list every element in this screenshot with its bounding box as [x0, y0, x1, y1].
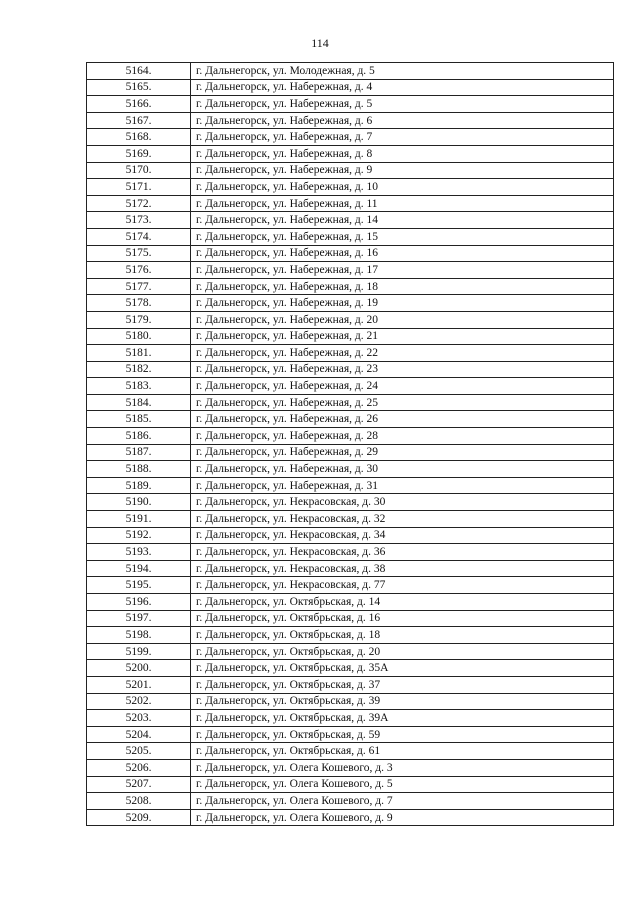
address-cell: г. Дальнегорск, ул. Октябрьская, д. 20 — [191, 643, 614, 660]
address-cell: г. Дальнегорск, ул. Октябрьская, д. 16 — [191, 610, 614, 627]
address-cell: г. Дальнегорск, ул. Октябрьская, д. 35А — [191, 660, 614, 677]
address-cell: г. Дальнегорск, ул. Набережная, д. 10 — [191, 179, 614, 196]
row-number-cell: 5165. — [87, 79, 191, 96]
address-cell: г. Дальнегорск, ул. Набережная, д. 25 — [191, 394, 614, 411]
table-row — [87, 693, 614, 710]
address-cell: г. Дальнегорск, ул. Набережная, д. 6 — [191, 112, 614, 129]
table-row — [87, 278, 614, 295]
table-row — [87, 494, 614, 511]
address-cell: г. Дальнегорск, ул. Октябрьская, д. 39А — [191, 710, 614, 727]
table-row — [87, 560, 614, 577]
table-row — [87, 79, 614, 96]
table-row — [87, 345, 614, 362]
table-row — [87, 228, 614, 245]
table-row — [87, 411, 614, 428]
row-number-cell: 5185. — [87, 411, 191, 428]
row-number-cell: 5209. — [87, 809, 191, 826]
row-number-cell: 5199. — [87, 643, 191, 660]
row-number-cell: 5192. — [87, 527, 191, 544]
address-table — [86, 62, 614, 826]
address-cell: г. Дальнегорск, ул. Набережная, д. 29 — [191, 444, 614, 461]
row-number-cell: 5184. — [87, 394, 191, 411]
table-row — [87, 112, 614, 129]
address-cell: г. Дальнегорск, ул. Набережная, д. 9 — [191, 162, 614, 179]
address-cell: г. Дальнегорск, ул. Олега Кошевого, д. 5 — [191, 776, 614, 793]
address-cell: г. Дальнегорск, ул. Набережная, д. 15 — [191, 228, 614, 245]
row-number-cell: 5191. — [87, 511, 191, 528]
table-row — [87, 394, 614, 411]
table-row — [87, 710, 614, 727]
address-cell: г. Дальнегорск, ул. Набережная, д. 18 — [191, 278, 614, 295]
row-number-cell: 5186. — [87, 428, 191, 445]
table-row — [87, 96, 614, 113]
address-cell: г. Дальнегорск, ул. Набережная, д. 24 — [191, 378, 614, 395]
row-number-cell: 5182. — [87, 361, 191, 378]
address-cell: г. Дальнегорск, ул. Набережная, д. 8 — [191, 145, 614, 162]
address-cell: г. Дальнегорск, ул. Набережная, д. 31 — [191, 477, 614, 494]
row-number-cell: 5198. — [87, 627, 191, 644]
row-number-cell: 5174. — [87, 228, 191, 245]
address-cell: г. Дальнегорск, ул. Олега Кошевого, д. 7 — [191, 793, 614, 810]
row-number-cell: 5195. — [87, 577, 191, 594]
address-cell: г. Дальнегорск, ул. Некрасовская, д. 30 — [191, 494, 614, 511]
table-row — [87, 444, 614, 461]
address-cell: г. Дальнегорск, ул. Олега Кошевого, д. 3 — [191, 759, 614, 776]
row-number-cell: 5201. — [87, 676, 191, 693]
table-row — [87, 660, 614, 677]
table-row — [87, 162, 614, 179]
address-cell: г. Дальнегорск, ул. Набережная, д. 28 — [191, 428, 614, 445]
row-number-cell: 5171. — [87, 179, 191, 196]
address-cell: г. Дальнегорск, ул. Набережная, д. 11 — [191, 195, 614, 212]
row-number-cell: 5179. — [87, 311, 191, 328]
address-cell: г. Дальнегорск, ул. Набережная, д. 5 — [191, 96, 614, 113]
row-number-cell: 5197. — [87, 610, 191, 627]
table-row — [87, 311, 614, 328]
row-number-cell: 5189. — [87, 477, 191, 494]
address-cell: г. Дальнегорск, ул. Набережная, д. 14 — [191, 212, 614, 229]
table-row — [87, 145, 614, 162]
table-row — [87, 262, 614, 279]
address-cell: г. Дальнегорск, ул. Набережная, д. 17 — [191, 262, 614, 279]
address-cell: г. Дальнегорск, ул. Некрасовская, д. 34 — [191, 527, 614, 544]
address-cell: г. Дальнегорск, ул. Некрасовская, д. 36 — [191, 544, 614, 561]
table-row — [87, 378, 614, 395]
table-row — [87, 577, 614, 594]
row-number-cell: 5200. — [87, 660, 191, 677]
row-number-cell: 5194. — [87, 560, 191, 577]
row-number-cell: 5177. — [87, 278, 191, 295]
table-row — [87, 776, 614, 793]
table-row — [87, 759, 614, 776]
address-cell: г. Дальнегорск, ул. Набережная, д. 26 — [191, 411, 614, 428]
row-number-cell: 5164. — [87, 63, 191, 80]
table-row — [87, 461, 614, 478]
table-row — [87, 610, 614, 627]
address-cell: г. Дальнегорск, ул. Октябрьская, д. 14 — [191, 594, 614, 611]
row-number-cell: 5207. — [87, 776, 191, 793]
row-number-cell: 5169. — [87, 145, 191, 162]
row-number-cell: 5170. — [87, 162, 191, 179]
table-row — [87, 179, 614, 196]
table-row — [87, 527, 614, 544]
row-number-cell: 5202. — [87, 693, 191, 710]
address-cell: г. Дальнегорск, ул. Набережная, д. 16 — [191, 245, 614, 262]
row-number-cell: 5204. — [87, 726, 191, 743]
table-row — [87, 212, 614, 229]
table-row — [87, 544, 614, 561]
address-cell: г. Дальнегорск, ул. Набережная, д. 20 — [191, 311, 614, 328]
table-row — [87, 195, 614, 212]
row-number-cell: 5205. — [87, 743, 191, 760]
address-cell: г. Дальнегорск, ул. Октябрьская, д. 18 — [191, 627, 614, 644]
table-row — [87, 328, 614, 345]
row-number-cell: 5175. — [87, 245, 191, 262]
address-cell: г. Дальнегорск, ул. Октябрьская, д. 59 — [191, 726, 614, 743]
address-cell: г. Дальнегорск, ул. Некрасовская, д. 38 — [191, 560, 614, 577]
row-number-cell: 5208. — [87, 793, 191, 810]
row-number-cell: 5168. — [87, 129, 191, 146]
page-number: 114 — [311, 36, 329, 50]
table-row — [87, 726, 614, 743]
row-number-cell: 5196. — [87, 594, 191, 611]
row-number-cell: 5190. — [87, 494, 191, 511]
address-cell: г. Дальнегорск, ул. Октябрьская, д. 37 — [191, 676, 614, 693]
row-number-cell: 5180. — [87, 328, 191, 345]
table-row — [87, 793, 614, 810]
row-number-cell: 5183. — [87, 378, 191, 395]
table-row — [87, 295, 614, 312]
row-number-cell: 5193. — [87, 544, 191, 561]
table-row — [87, 809, 614, 826]
address-table-body — [87, 63, 614, 826]
address-cell: г. Дальнегорск, ул. Некрасовская, д. 32 — [191, 511, 614, 528]
row-number-cell: 5178. — [87, 295, 191, 312]
address-cell: г. Дальнегорск, ул. Набережная, д. 4 — [191, 79, 614, 96]
table-row — [87, 627, 614, 644]
address-cell: г. Дальнегорск, ул. Набережная, д. 19 — [191, 295, 614, 312]
row-number-cell: 5188. — [87, 461, 191, 478]
table-row — [87, 676, 614, 693]
address-cell: г. Дальнегорск, ул. Набережная, д. 7 — [191, 129, 614, 146]
row-number-cell: 5176. — [87, 262, 191, 279]
table-row — [87, 643, 614, 660]
table-row — [87, 63, 614, 80]
table-row — [87, 245, 614, 262]
row-number-cell: 5166. — [87, 96, 191, 113]
row-number-cell: 5203. — [87, 710, 191, 727]
address-cell: г. Дальнегорск, ул. Октябрьская, д. 39 — [191, 693, 614, 710]
table-row — [87, 511, 614, 528]
row-number-cell: 5187. — [87, 444, 191, 461]
address-cell: г. Дальнегорск, ул. Набережная, д. 21 — [191, 328, 614, 345]
table-row — [87, 743, 614, 760]
address-cell: г. Дальнегорск, ул. Октябрьская, д. 61 — [191, 743, 614, 760]
table-row — [87, 594, 614, 611]
table-row — [87, 428, 614, 445]
row-number-cell: 5181. — [87, 345, 191, 362]
address-cell: г. Дальнегорск, ул. Набережная, д. 23 — [191, 361, 614, 378]
table-row — [87, 477, 614, 494]
row-number-cell: 5206. — [87, 759, 191, 776]
address-cell: г. Дальнегорск, ул. Олега Кошевого, д. 9 — [191, 809, 614, 826]
row-number-cell: 5167. — [87, 112, 191, 129]
table-row — [87, 129, 614, 146]
address-cell: г. Дальнегорск, ул. Набережная, д. 30 — [191, 461, 614, 478]
address-cell: г. Дальнегорск, ул. Молодежная, д. 5 — [191, 63, 614, 80]
address-cell: г. Дальнегорск, ул. Некрасовская, д. 77 — [191, 577, 614, 594]
address-cell: г. Дальнегорск, ул. Набережная, д. 22 — [191, 345, 614, 362]
table-row — [87, 361, 614, 378]
row-number-cell: 5173. — [87, 212, 191, 229]
row-number-cell: 5172. — [87, 195, 191, 212]
